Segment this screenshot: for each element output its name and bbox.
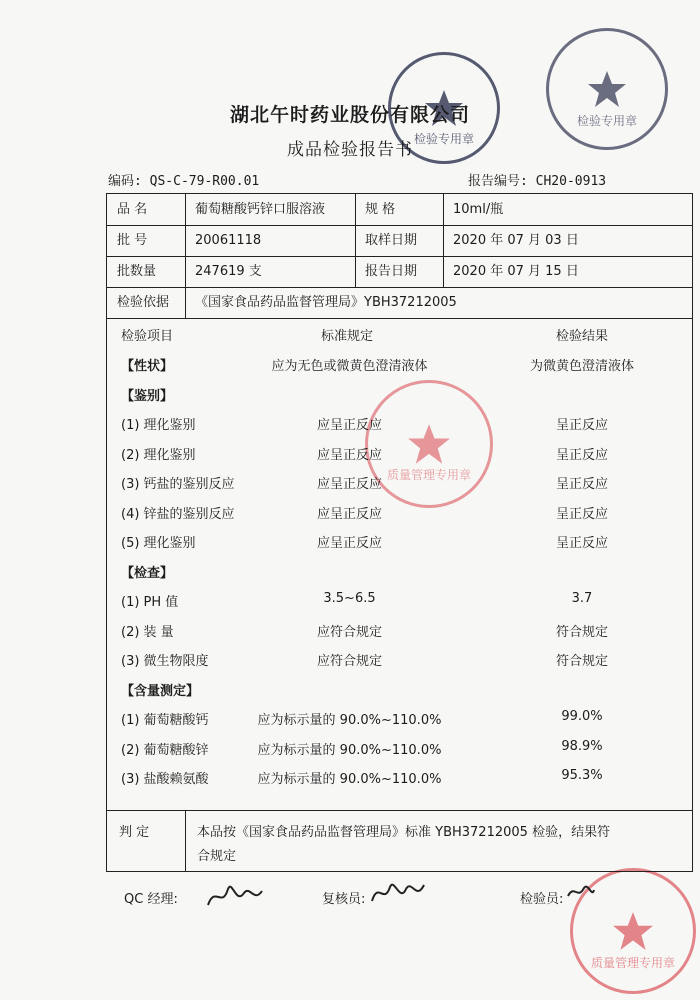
test-result: 符合规定 bbox=[555, 654, 608, 669]
quantity-label: 批数量 bbox=[117, 264, 157, 279]
report-number: 报告编号: CH20-0913 bbox=[468, 174, 607, 189]
test-standard: 3.5~6.5 bbox=[323, 591, 376, 606]
test-item: (2) 理化鉴别 bbox=[121, 447, 196, 463]
test-standard: 应为无色或微黄色澄清液体 bbox=[271, 359, 428, 374]
header-table bbox=[106, 193, 693, 319]
batch-value: 20061118 bbox=[195, 233, 262, 248]
test-standard: 应呈正反应 bbox=[316, 447, 382, 463]
test-result: 呈正反应 bbox=[555, 447, 608, 463]
header-row-batch bbox=[107, 225, 692, 257]
sample-date-label: 取样日期 bbox=[365, 233, 418, 248]
test-result: 符合规定 bbox=[555, 624, 608, 640]
results-table bbox=[106, 317, 693, 811]
column-header-result: 检验结果 bbox=[555, 329, 608, 344]
header-row-quantity bbox=[107, 256, 692, 288]
test-standard: 应呈正反应 bbox=[316, 506, 382, 522]
document-title: 成品检验报告书 bbox=[287, 140, 413, 160]
qc-signature bbox=[200, 875, 270, 915]
report-date-label: 报告日期 bbox=[365, 264, 418, 279]
column-header-item: 检验项目 bbox=[121, 329, 174, 344]
reviewer-signature bbox=[368, 875, 428, 911]
test-result: 呈正反应 bbox=[555, 536, 608, 551]
product-label: 品 名 bbox=[117, 202, 148, 217]
quantity-value: 247619 支 bbox=[195, 264, 262, 279]
test-standard: 应为标示量的 90.0%~110.0% bbox=[257, 713, 442, 728]
test-item: (2) 装 量 bbox=[121, 624, 174, 640]
basis-label: 检验依据 bbox=[117, 295, 170, 310]
test-standard: 应为标示量的 90.0%~110.0% bbox=[257, 772, 442, 787]
seal-bottom-text: 质量管理专用章 bbox=[590, 956, 675, 970]
test-result: 3.7 bbox=[571, 591, 593, 606]
test-item: (5) 理化鉴别 bbox=[121, 536, 196, 551]
test-item: (3) 钙盐的鉴别反应 bbox=[121, 477, 235, 492]
reviewer-label: 复核员: bbox=[322, 892, 366, 907]
product-value: 葡萄糖酸钙锌口服溶液 bbox=[195, 202, 326, 217]
test-item: (2) 葡萄糖酸锌 bbox=[121, 742, 209, 758]
test-item: (1) PH 值 bbox=[121, 595, 179, 610]
document-code: 编码: QS-C-79-R00.01 bbox=[108, 174, 260, 189]
qc-manager-label: QC 经理: bbox=[124, 892, 178, 907]
test-item: (1) 理化鉴别 bbox=[121, 418, 196, 433]
conclusion-label: 判 定 bbox=[119, 825, 150, 840]
test-item: (4) 锌盐的鉴别反应 bbox=[121, 506, 235, 522]
test-standard: 应为标示量的 90.0%~110.0% bbox=[257, 742, 442, 758]
basis-value: 《国家食品药品监督管理局》YBH37212005 bbox=[195, 295, 457, 310]
test-result: 呈正反应 bbox=[555, 477, 608, 492]
conclusion-line-2: 合规定 bbox=[197, 849, 237, 864]
header-row-product bbox=[107, 194, 692, 226]
test-result: 99.0% bbox=[561, 709, 603, 724]
test-standard: 应呈正反应 bbox=[316, 418, 382, 433]
inspection-seal-right bbox=[546, 28, 668, 150]
inspector-signature bbox=[566, 880, 596, 904]
test-standard: 应呈正反应 bbox=[316, 477, 382, 492]
batch-label: 批 号 bbox=[117, 233, 148, 248]
seal-bottom-text: 检验专用章 bbox=[413, 132, 474, 146]
report-date-value: 2020 年 07 月 15 日 bbox=[453, 264, 579, 279]
test-result: 呈正反应 bbox=[555, 506, 608, 522]
test-standard: 应呈正反应 bbox=[316, 536, 382, 551]
conclusion-line-1: 本品按《国家食品药品监督管理局》标准 YBH37212005 检验，结果符 bbox=[197, 825, 611, 840]
seal-bottom-text: 检验专用章 bbox=[576, 114, 637, 128]
test-result: 为微黄色澄清液体 bbox=[529, 359, 634, 374]
company-name: 湖北午时药业股份有限公司 bbox=[229, 104, 470, 126]
spec-value: 10ml/瓶 bbox=[453, 202, 504, 217]
test-item: (3) 盐酸赖氨酸 bbox=[121, 772, 209, 787]
sample-date-value: 2020 年 07 月 03 日 bbox=[453, 233, 579, 248]
test-item: (1) 葡萄糖酸钙 bbox=[121, 713, 209, 728]
seal-bottom-text: 质量管理专用章 bbox=[386, 468, 471, 482]
section-heading: 【鉴别】 bbox=[121, 388, 174, 404]
test-result: 98.9% bbox=[561, 738, 603, 754]
column-header-standard: 标准规定 bbox=[320, 329, 373, 344]
header-row-basis bbox=[107, 287, 692, 318]
spec-label: 规 格 bbox=[365, 202, 396, 217]
test-standard: 应符合规定 bbox=[316, 654, 382, 669]
section-heading: 【含量测定】 bbox=[121, 683, 200, 699]
test-item: (3) 微生物限度 bbox=[121, 654, 209, 669]
test-result: 呈正反应 bbox=[555, 418, 608, 433]
section-heading: 【检查】 bbox=[121, 565, 174, 581]
inspector-label: 检验员: bbox=[520, 892, 564, 907]
test-result: 95.3% bbox=[561, 768, 603, 783]
conclusion-box bbox=[106, 810, 693, 872]
section-heading: 【性状】 bbox=[121, 359, 174, 374]
star-icon bbox=[612, 910, 654, 952]
test-standard: 应符合规定 bbox=[316, 624, 382, 640]
